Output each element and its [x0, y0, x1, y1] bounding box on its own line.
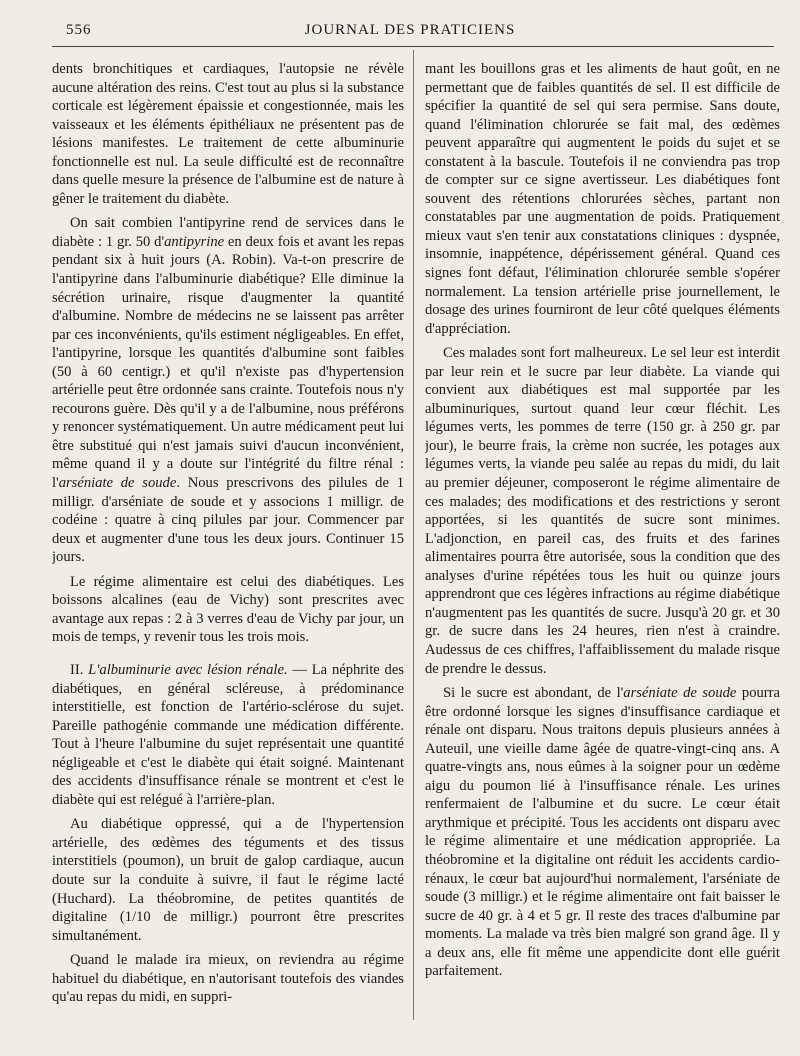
section-albuminurie-lesion-renale — [52, 661, 404, 809]
header-rule — [52, 46, 774, 47]
page-header — [60, 20, 760, 44]
paragraph-antipyrine — [52, 214, 404, 566]
paragraph-text: pourra être ordonné lorsque les signes d'insuffisance cardiaque et rénale ont disparu. Nous traitons depuis plusieurs années à Auteuil, une vieille dame âgée de quatre-vingt-cinq ans. A quatre-vingts ans, nous eûmes à la soigner pour un œdème aigu du poumon lié à l'insuffisance rénale. Les urines renfermaient de l'albumine et du sucre. Le cœur était arythmique et précipité. Tous les accidents ont disparu avec le régime alimentaire et une médication appropriée. La théobromine et la digitaline ont réduit les accidents cardio-rénaux, le cœur bat aujourd'hui normalement, l'arséniate de soude (3 milligr.) et le régime alimentaire ont fait baisser le sucre de 40 gr. à 4 et 5 gr. Il reste des traces d'albumine par moments. La malade va très bien malgré son grand âge. Il y a deux ans, elle fit même une appendicite dont elle guérit parfaitement. — [425, 685, 780, 980]
paragraph: Le régime alimentaire est celui des diabétiques. Les boissons alcalines (eau de Vichy) sont prescrites avec avantage aux repas : 2 à 3 verres d'eau de Vichy par jour, un mois de temps, y revenir tous les trois mois. — [52, 573, 404, 646]
paragraph: Quand le malade ira mieux, on reviendra au régime habituel du diabétique, en n'autorisant toutefois des viandes qu'au repas du midi, en suppri- — [52, 952, 404, 1006]
italic-term: antipyrine — [164, 233, 225, 250]
italic-term: arséniate de soude — [623, 685, 737, 702]
paragraph: Ces malades sont fort malheureux. Le sel leur est interdit par leur rein et le sucre par leur diabète. La viande qui convient aux diabétiques est mal supportée par les albuminuriques, surtout quand leur cœur fléchit. Les légumes verts, les pommes de terre (150 gr. à 250 gr. par jour), le beurre frais, la crème non sucrée, les potages aux légumes verts, la viande peu salée au repas du midi, du lait au premier déjeuner, composeront le régime alimentaire de ces malades; des modifications et des restrictions y seront apportées, si les quantités de sucre sont minimes. L'adjonction, en pareil cas, des fruits et des farines alimentaires pourra être autorisée, sous la condition que des analyses d'urine répétées tous les huit ou quinze jours apprendront que ces légères infractions au régime diabétique n'augmentent pas les quantités de sucre. Jusqu'à 20 gr. et 30 gr. de sucre dans les 24 heures, rien n'est à craindre. Audessus de ces chiffres, l'affaiblissement du malade risque de prendre le dessus. — [425, 345, 780, 677]
paragraph: dents bronchitiques et cardiaques, l'autopsie ne révèle aucune altération des reins. C'est tout au plus si la substance corticale est légèrement épaissie et congestionnée, mais les vaisseaux et les éléments épithéliaux ne présentent pas de lésions manifestes. Le traitement de cette albuminurie fonctionnelle est nul. La seule difficulté est de reconnaître dans quelle mesure la présence de l'albumine est de nature à gêner le traitement du diabète. — [52, 61, 404, 207]
paragraph-text: On sait combien l'antipyrine rend de services dans le diabète : 1 gr. 50 d' — [52, 215, 404, 250]
left-column — [52, 60, 404, 1020]
italic-term: arséniate de soude — [58, 475, 177, 492]
paragraph-text: en deux fois et avant les repas pendant six à huit jours (A. Robin). Va-t-on prescrire de l'antipyrine dans l'albuminurie diabétique? Elle diminue la sécrétion urinaire, risque d'augmenter la quantité d'albumine. Nombre de médecins ne se laissent pas arrêter par ces inconvénients, qu'ils estiment négligeables. En effet, l'antipyrine, lorsque les quantités d'albumine sont faibles (50 à 60 centigr.) et qu'il n'existe pas d'hypertension artérielle peut être ordonnée sans crainte. Toutefois nous n'y recourons guère. Dès qu'il y a de l'albumine, nous préférons y renoncer systématiquement. Un autre médicament peut lui être substitué qui n'est jamais suivi d'aucun inconvénient, même quand il y a doute sur l'intégrité du filtre rénal : l' — [52, 233, 404, 492]
column-divider — [413, 50, 414, 1020]
section-number: II. — [70, 661, 89, 678]
right-column — [425, 60, 780, 1020]
section-heading: L'albuminurie avec lésion rénale. — [88, 661, 288, 678]
journal-title: JOURNAL DES PRATICIENS — [304, 22, 516, 38]
paragraph-text: — La néphrite des diabétiques, en général scléreuse, à prédominance interstitielle, est fonction de l'artério-sclérose du sujet. Pareille pathogénie commande une médication différente. Tout à l'heure l'albumine du sujet représentait une quantité négligeable et c'est le diabète qui était soigné. Maintenant des accidents d'insuffisance rénale se montrent et c'est le diabète qui est relégué à l'arrière-plan. — [52, 661, 404, 808]
paragraph: Au diabétique oppressé, qui a de l'hypertension artérielle, des œdèmes des téguments et des tissus interstitiels (poumon), un bruit de galop cardiaque, aucun doute sur la conduite à suivre, il faut le régime lacté (Huchard). La théobromine, de petites quantités de digitaline (1/10 de milligr.) pourront être prescrites simultanément. — [52, 816, 404, 944]
paragraph: mant les bouillons gras et les aliments de haut goût, en ne permettant que de faibles quantités de sel. Il est difficile de spécifier la quantité de sel qui sera permise. Sans doute, quand l'élimination chlorurée se fait mal, des œdèmes peuvent apparaître qui augmentent le poids du sujet et se constatent à la bascule. Toutefois il ne conviendra pas trop de compter sur ce signe avertisseur. Les diabétiques font souvent des rétentions chlorurées sèches, partant non constatables par une augmentation de poids. Pratiquement mieux vaut s'en tenir aux constatations cliniques : dyspnée, insomnie, inappétence, dépérissement général. Quand ces signes font défaut, l'élimination chlorurée semble s'opérer normalement. La tension artérielle prise journellement, le dosage des urines fourniront de leur côté quelques éléments d'appréciation. — [425, 61, 780, 337]
page-number: 556 — [66, 22, 92, 38]
paragraph-text: . Nous prescrivons des pilules de 1 milligr. d'arséniate de soude et y associons 1 milligr. de codéine : quatre à cinq pilules par jour. Commencer par deux et augmenter d'une tous les deux jours. Continuer 15 jours. — [52, 475, 404, 566]
paragraph-case — [425, 684, 780, 981]
paragraph-text: Si le sucre est abondant, de l' — [443, 685, 624, 702]
